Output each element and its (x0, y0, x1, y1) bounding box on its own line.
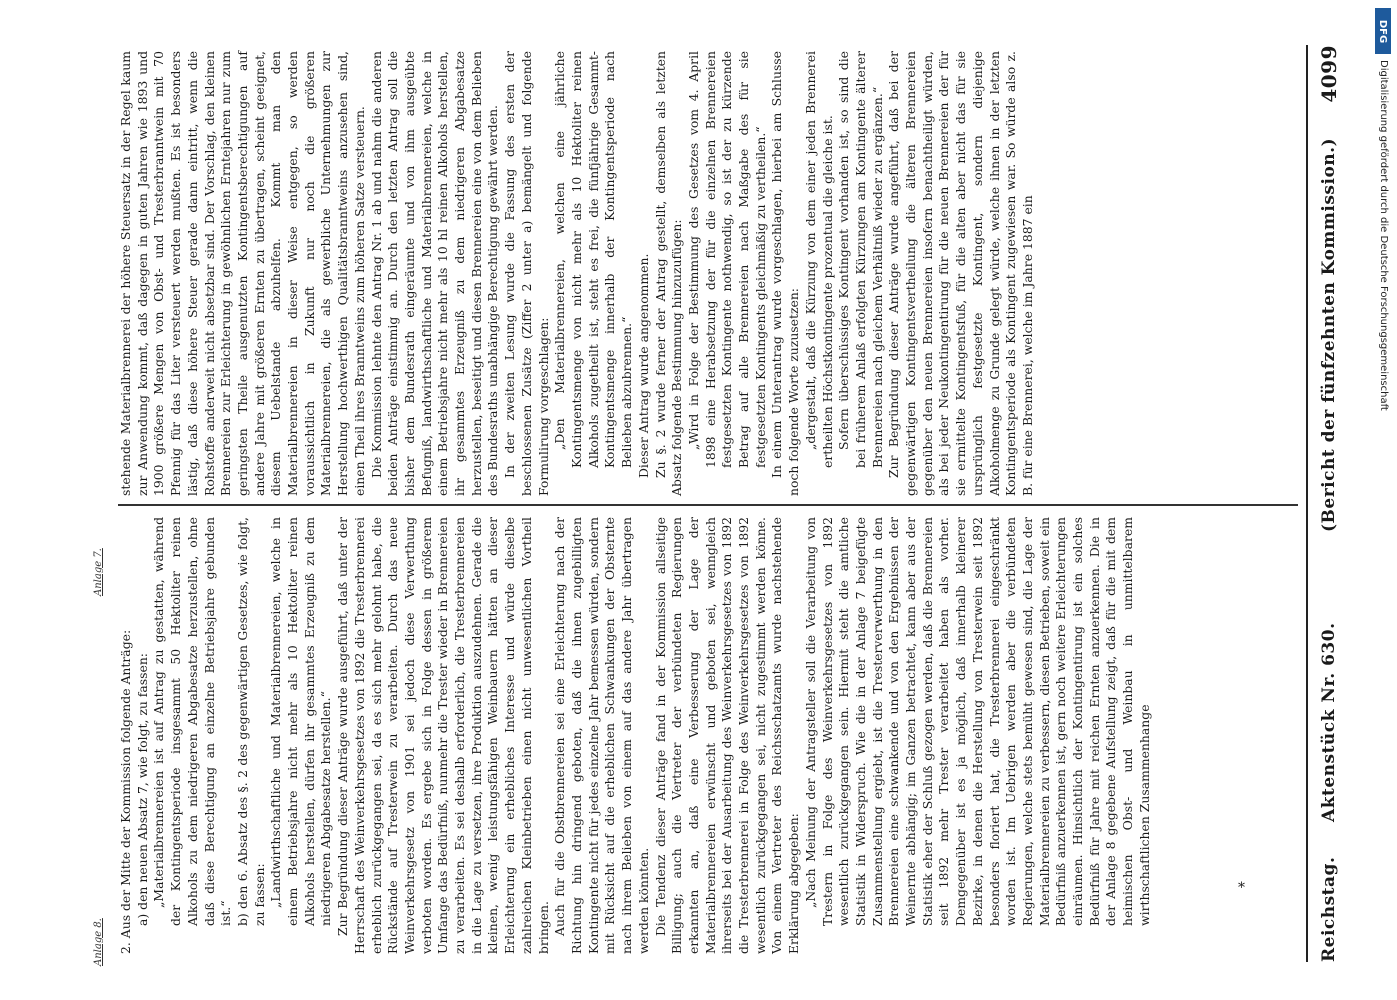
right-column-paragraph: Zur Begründung dieser Anträge wurde angeführt, daß bei der gegenwärtigen Kontingentsvertheilung die älteren Brennereien gegenüber den neuen Brennereien insofern benachtheiligt würden, als bei jeder Neukontingentirung für die neuen Brennereien der für sie ermittelte Kontingentsfuß, für die alten aber nicht das für sie ursprünglich festgesetzte Kontingent, sondern diejenige Alkoholmenge zu Grunde gelegt würde, welche ihnen in der letzten Kontingentsperiode als Kontingent zugewiesen war. So würde also z. B. für eine Brennerei, welche im Jahre 1887 ein (886, 51, 1035, 496)
left-column-paragraph: 2. Aus der Mitte der Kommission folgende Anträge: (118, 629, 133, 954)
right-column-paragraph: Zu §. 2 wurde ferner der Antrag gestellt, demselben als letzten Absatz folgende Bestimmung hinzuzufügen: (652, 51, 685, 496)
header-left: Reichstag. (1319, 856, 1339, 962)
page-number: 4099 (1317, 45, 1341, 103)
left-column-paragraph: Zur Begründung dieser Anträge wurde ausgeführt, daß unter der Herrschaft des Weinverkehrsgesetzes von 1892 die Tresterbrennerei erheblich zurückgegangen sei, da es sich mehr gelohnt habe, die Rückstände auf Tresterwein zu verarbeiten. Durch das neue Weinverkehrsgesetz von 1901 sei jedoch diese Verwerthung verboten worden. Es ergebe sich in Folge dessen in größerem Umfange das Bedürfniß, nunmehr die Trester wieder in Brennereien zu verarbeiten. Es sei deshalb erforderlich, die Tresterbrennereien in die Lage zu versetzen, ihre Produktion auszudehnen. Gerade die kleinen, wenig leistungsfähigen Weinbauern hätten an dieser Erleichterung ein erhebliches Interesse und würde dieselbe zahlreichen Kleinbetrieben einen nicht unwesentlichen Vortheil bringen. (335, 517, 551, 954)
right-column-paragraph: „dergestalt, daß die Kürzung von dem einer jeden Brennerei ertheilten Höchstkontingente prozentual die gleiche ist. (802, 51, 835, 468)
document-page (48, 31, 1373, 976)
margin-note-anlage8: Anlage 8. (93, 918, 104, 966)
left-column-paragraph: Die Tendenz dieser Anträge fand in der Kommission allseitige Billigung; auch die Vertreter der verbündeten Regierungen erkannten an, daß eine Verbesserung der Lage der Materialbrennereien erwünscht und geboten sei, wenngleich ihrerseits bei der Ausarbeitung des Weinverkehrsgesetzes von 1892 die Tresterbrennerei in Folge des Weinverkehrsgesetzes von 1892 wesentlich zurückgegangen sei, nicht zugestimmt werden könne. Von einem Vertreter des Reichsschatzamts wurde nachstehende Erklärung abgegeben: (652, 517, 802, 954)
column-divider (118, 505, 1298, 507)
left-column-paragraph: a) den neuen Absatz 7, wie folgt, zu fassen: (134, 653, 150, 926)
right-column-paragraph: „Den Materialbrennereien, welchen eine jährliche Kontingentsmenge von nicht mehr als 10 Hektoliter reinen Alkohols zugetheilt ist, steht es frei, die fünfjährige Gesammt-Kontingentsmenge innerhalb der Kontingentsperiode nach Belieben abzubrennen.“ (552, 51, 635, 468)
page-header (1313, 45, 1353, 962)
header-rule (1306, 45, 1308, 962)
left-column-paragraph: „Materialbrennereien ist auf Antrag zu gestatten, während der Kontingentsperiode insgesammt 50 Hektoliter reinen Alkohols zu dem niedrigeren Abgabesatze herzustellen, ohne daß diese Berechtigung an einzelne Betriebsjahre gebunden ist.“ (151, 517, 234, 926)
right-column (118, 51, 1298, 496)
right-column-paragraph: Die Kommission lehnte den Antrag Nr. 1 ab und nahm die anderen beiden Anträge einstimmig an. Durch den letzten Antrag soll die bisher dem Bundesrath eingeräumte und von ihm ausgeübte Befugniß, landwirthschaftliche und Materialbrennereien, welche in einem Betriebsjahre nicht mehr als 10 hl reinen Alkohols herstellen, ihr gesammtes Erzeugniß zu dem niedrigeren Abgabesatze herzustellen, beseitigt und diesen Brennereien eine von dem Belieben des Bundesraths unabhängige Berechtigung gewährt werden. (368, 51, 501, 496)
left-column-paragraph: b) den 6. Absatz des §. 2 des gegenwärtigen Gesetzes, wie folgt, zu fassen: (234, 517, 267, 926)
header-title: (Bericht der fünfzehnten Kommission.) (1319, 137, 1339, 532)
right-column-paragraph: stehende Materialbrennerei der höhere Steuersatz in der Regel kaum zur Anwendung kommt, daß dagegen in guten Jahren wie 1893 und 1900 größere Mengen von Obst- und Tresterbranntwein mit 70 Pfennig für das Liter versteuert werden mußten. Es ist besonders lästig, daß diese höhere Steuer gerade dann eintritt, wenn die Rohstoffe anderweit nicht absetzbar sind. Der Vorschlag, den kleinen Brennereien zur Erleichterung in gewöhnlichen Erntejahren nur zum geringsten Theile ausgenutzten Kontingentsberechtigungen auf andere Jahre mit größeren Ernten zu übertragen, scheint geeignet, diesem Uebelstande abzuhelfen. Kommt man den Materialbrennereien in dieser Weise entgegen, so werden voraussichtlich in Zukunft nur noch die größeren Materialbrennereien, die als gewerbliche Unternehmungen zur Herstellung hochwerthigen Qualitätsbranntweins anzusehen sind, einen Theil ihres Branntweins zum höheren Satze versteuern. (118, 51, 367, 496)
left-column-paragraph: Auch für die Obstbrennereien sei eine Erleichterung nach der Richtung hin dringend geboten, daß die ihnen zugebilligten Kontingente nicht für jedes einzelne Jahr bemessen würden, sondern mit Rücksicht auf die erheblichen Schwankungen der Obsternte nach ihrem Belieben von einem auf das andere Jahr übertragen werden könnten. (552, 517, 651, 954)
header-document-number: Aktenstück Nr. 630. (1319, 622, 1339, 822)
right-column-paragraph: Sofern überschüssiges Kontingent vorhanden ist, so sind die bei früherem Anlaß erfolgten Kürzungen am Kontingente älterer Brennereien nach gleichem Verhältniß wieder zu ergänzen.“ (836, 51, 885, 468)
margin-note-anlage7: Anlage 7. (93, 548, 104, 596)
asterisk-mark: * (1238, 880, 1245, 896)
digitization-note-text: Digitalisierung gefördert durch die Deutsche Forschungsgemeinschaft (1378, 60, 1389, 411)
left-column-paragraph: „Landwirthschaftliche und Materialbrennereien, welche in einem Betriebsjahre nicht mehr als 10 Hektoliter reinen Alkohols herstellen, dürfen ihr gesammtes Erzeugniß zu dem niedrigeren Abgabesatze herstellen.“ (268, 517, 334, 926)
right-column-paragraph: Dieser Antrag wurde angenommen. (635, 253, 651, 478)
left-column (118, 517, 1298, 954)
right-column-paragraph: „Wird in Folge der Bestimmung des Gesetzes vom 4. April 1898 eine Herabsetzung der für die einzelnen Brennereien festgesetzten Kontingente nothwendig, so ist der zu kürzende Betrag auf alle Brennereien nach Maßgabe des für sie festgesetzten Kontingents gleichmäßig zu vertheilen.“ (685, 51, 768, 468)
right-column-paragraph: In einem Unterantrag wurde vorgeschlagen, hierbei am Schlusse noch folgende Worte zuzusetzen: (769, 51, 802, 496)
digitization-note (1371, 60, 1391, 940)
dfg-logo: DFG (1375, 8, 1391, 54)
left-column-paragraph: „Nach Meinung der Antragsteller soll die Verarbeitung von Trestern in Folge des Weinverkehrsgesetzes von 1892 wesentlich zurückgegangen sein. Hiermit steht die amtliche Statistik in Widerspruch. Wie die in der Anlage 7 beigefügte Zusammenstellung ergiebt, ist die Tresterverwerthung in den Brennereien eine schwankende und von den Ergebnissen der Weinernte abhängig; im Ganzen betrachtet, kann aber aus der Statistik eher der Schluß gezogen werden, daß die Brennereien seit 1892 mehr Trester verarbeitet haben als vorher. Demgegenüber ist es ja möglich, daß innerhalb kleinerer Bezirke, in denen die Herstellung von Tresterwein seit 1892 besonders floriert hat, die Tresterbrennerei eingeschränkt worden ist. Im Uebrigen werden aber die verbündeten Regierungen, welche stets bemüht gewesen sind, die Lage der Materialbrennereien zu verbessern, diesen Betrieben, soweit ein Bedürfniß anzuerkennen ist, gern noch weitere Erleichterungen einräumen. Hinsichtlich der Kontingentirung ist ein solches Bedürfniß für Jahre mit reichen Ernten anzuerkennen. Die in der Anlage 8 gegebene Aufstellung zeigt, daß für die mit dem heimischen Obst- und Weinbau in unmittelbarem wirthschaftlichen Zusammenhange (802, 517, 1152, 926)
right-column-paragraph: In der zweiten Lesung wurde die Fassung des ersten der beschlossenen Zusätze (Ziffer 2 unter a) bemängelt und folgende Formulirung vorgeschlagen: (502, 51, 551, 496)
